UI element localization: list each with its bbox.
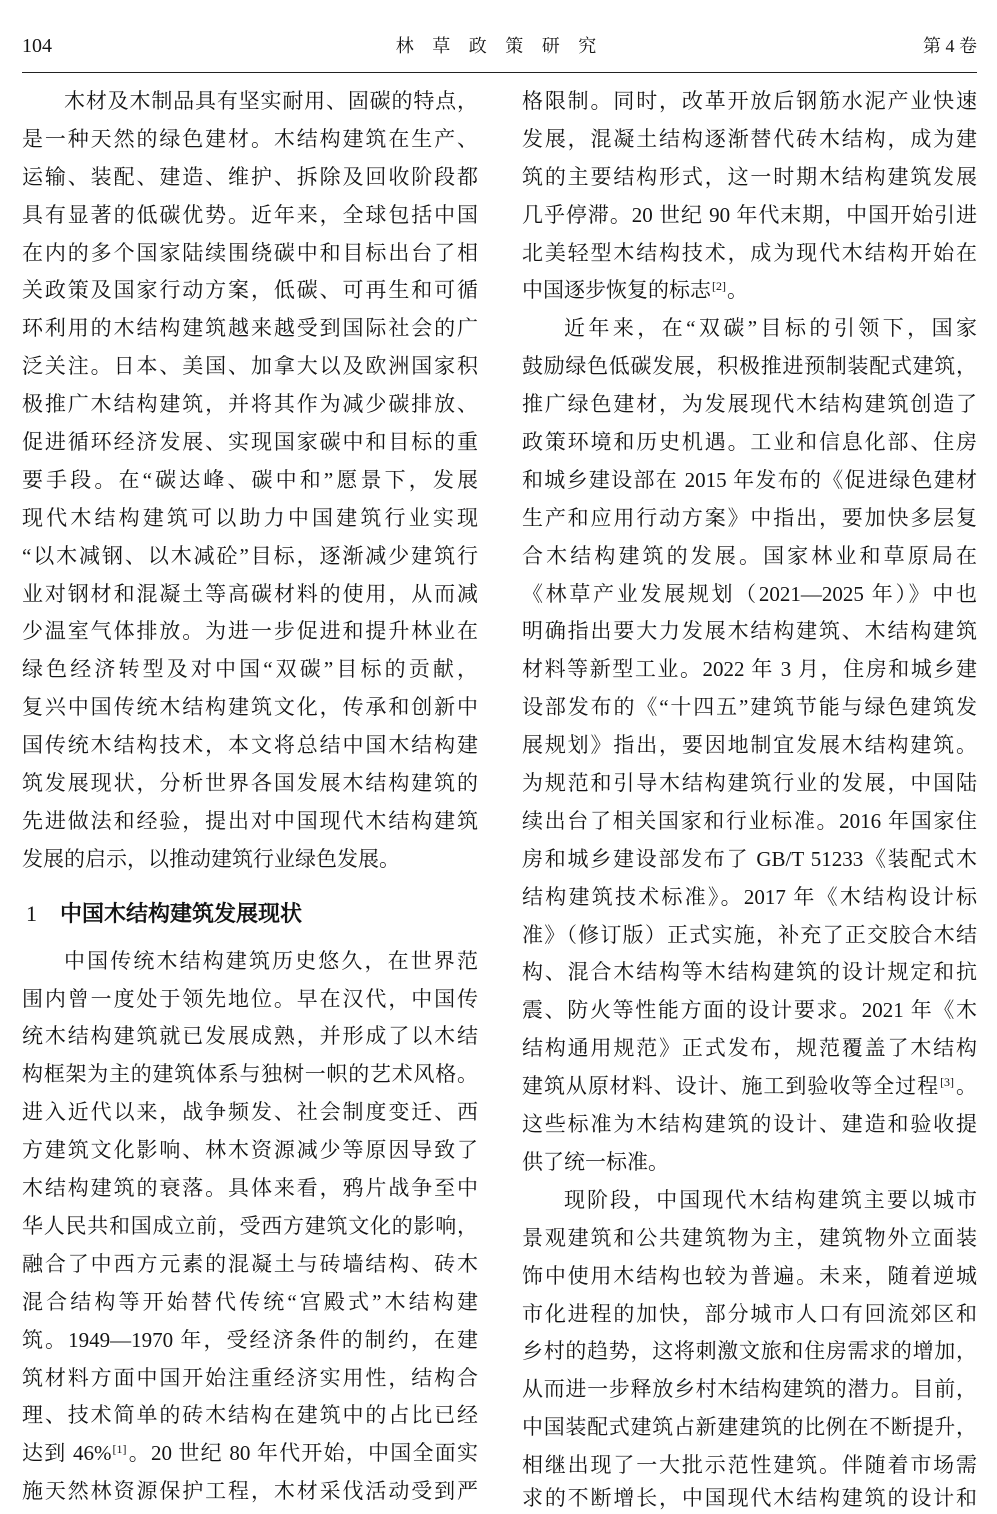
text-line: 格限制。同时，改革开放后钢筋水泥产业快速 bbox=[522, 89, 977, 113]
text-line: 从而进一步释放乡村木结构建筑的潜力。目前， bbox=[522, 1377, 977, 1402]
history-paragraph bbox=[22, 943, 478, 1511]
text-line: 围内曾一度处于领先地位。早在汉代，中国传 bbox=[22, 986, 478, 1011]
running-header bbox=[22, 30, 977, 62]
continued-paragraph bbox=[522, 83, 977, 310]
text-line: 和城乡建设部在 2015 年发布的《促进绿色建材 bbox=[522, 467, 977, 492]
text-line: 结构建筑技术标准》。2017 年《木结构设计标 bbox=[522, 884, 977, 909]
text-line: 中国装配式建筑占新建建筑的比例在不断提升， bbox=[522, 1415, 977, 1440]
text-line: 构框架为主的建筑体系与独树一帜的艺术风格。 bbox=[22, 1062, 478, 1087]
text-line: 展规划》指出，要因地制宜发展木结构建筑。 bbox=[522, 733, 977, 758]
text-line: 理、技术简单的砖木结构在建筑中的占比已经 bbox=[22, 1403, 478, 1428]
text-line: 政策环境和历史机遇。工业和信息化部、住房 bbox=[522, 430, 977, 455]
text-line: 鼓励绿色低碳发展，积极推进预制装配式建筑， bbox=[522, 354, 977, 379]
text-line: 施天然林资源保护工程，木材采伐活动受到严 bbox=[22, 1479, 478, 1504]
text-line: 国传统木结构技术，本文将总结中国木结构建 bbox=[22, 733, 478, 758]
text-line: 相继出现了一大批示范性建筑。伴随着市场需 bbox=[522, 1453, 977, 1478]
text-line: 乡村的趋势，这将刺激文旅和住房需求的增加， bbox=[522, 1339, 977, 1364]
text-line: 发展的启示，以推动建筑行业绿色发展。 bbox=[22, 846, 400, 871]
text-line: 筑发展现状，分析世界各国发展木结构建筑的 bbox=[22, 771, 478, 796]
text-line: 具有显著的低碳优势。近年来，全球包括中国 bbox=[22, 202, 478, 227]
text-line: 关政策及国家行动方案，低碳、可再生和可循 bbox=[22, 278, 478, 303]
text-line: 明确指出要大力发展木结构建筑、木结构建筑 bbox=[522, 619, 977, 644]
text-line: 进入近代以来，战争频发、社会制度变迁、西 bbox=[22, 1100, 478, 1125]
page-number: 104 bbox=[22, 35, 52, 57]
citation-ref[interactable]: [1] bbox=[112, 1442, 127, 1457]
text-line: 是一种天然的绿色建材。木结构建筑在生产、 bbox=[22, 126, 478, 151]
text-line: “以木减钢、以木减砼”目标，逐渐减少建筑行 bbox=[22, 543, 478, 568]
text-line: 中国传统木结构建筑历史悠久，在世界范 bbox=[64, 948, 478, 973]
text-line: 这些标准为木结构建筑的设计、建造和验收提 bbox=[522, 1112, 977, 1137]
text-segment: 。 bbox=[955, 1074, 977, 1099]
section-heading bbox=[22, 879, 478, 943]
text-line: 运输、装配、建造、维护、拆除及回收阶段都 bbox=[22, 164, 478, 189]
text-line: 混合结构等开始替代传统“宫殿式”木结构建 bbox=[22, 1289, 478, 1314]
text-line: 促进循环经济发展、实现国家碳中和目标的重 bbox=[22, 430, 478, 455]
header-rule bbox=[22, 72, 977, 73]
right-column bbox=[522, 83, 977, 1511]
text-line: 房和城乡建设部发布了 GB/T 51233《装配式木 bbox=[522, 846, 977, 871]
text-line: 复兴中国传统木结构建筑文化，传承和创新中 bbox=[22, 695, 478, 720]
text-line: 《林草产业发展规划（2021—2025 年）》中也 bbox=[522, 581, 977, 606]
text-line: 融合了中西方元素的混凝土与砖墙结构、砖木 bbox=[22, 1251, 478, 1276]
text-line: 生产和应用行动方案》中指出，要加快多层复 bbox=[522, 505, 977, 530]
text-line: 市化进程的加快，部分城市人口有回流郊区和 bbox=[522, 1301, 977, 1326]
text-line bbox=[22, 1435, 478, 1473]
text-line: 为规范和引导木结构建筑行业的发展，中国陆 bbox=[522, 771, 977, 796]
text-line: 方建筑文化影响、林木资源减少等原因导致了 bbox=[22, 1138, 478, 1163]
text-line: 现代木结构建筑可以助力中国建筑行业实现 bbox=[22, 505, 478, 530]
text-line: 饰中使用木结构也较为普遍。未来，随着逆城 bbox=[522, 1263, 977, 1288]
text-line: 先进做法和经验，提出对中国现代木结构建筑 bbox=[22, 808, 478, 833]
text-segment: 。20 世纪 80 年代开始，中国全面实 bbox=[127, 1441, 478, 1466]
text-line: 环利用的木结构建筑越来越受到国际社会的广 bbox=[22, 316, 478, 341]
text-line: 木材及木制品具有坚实耐用、固碳的特点， bbox=[64, 89, 478, 113]
text-line: 要手段。在“碳达峰、碳中和”愿景下，发展 bbox=[22, 467, 478, 492]
text-line: 求的不断增长，中国现代木结构建筑的设计和 bbox=[522, 1485, 977, 1510]
text-line: 泛关注。日本、美国、加拿大以及欧洲国家积 bbox=[22, 354, 478, 379]
citation-ref[interactable]: [3] bbox=[940, 1075, 955, 1090]
text-segment: 中国逐步恢复的标志 bbox=[522, 278, 711, 303]
text-line: 震、防火等性能方面的设计要求。2021 年《木 bbox=[522, 998, 977, 1023]
text-line: 在内的多个国家陆续围绕碳中和目标出台了相 bbox=[22, 240, 478, 265]
text-line: 木结构建筑的衰落。具体来看，鸦片战争至中 bbox=[22, 1176, 478, 1201]
left-column bbox=[22, 83, 478, 1511]
text-line: 续出台了相关国家和行业标准。2016 年国家住 bbox=[522, 808, 977, 833]
text-line: 结构通用规范》正式发布，规范覆盖了木结构 bbox=[522, 1036, 977, 1061]
text-line: 筑的主要结构形式，这一时期木结构建筑发展 bbox=[522, 164, 977, 189]
text-line: 合木结构建筑的发展。国家林业和草原局在 bbox=[522, 543, 977, 568]
section-title: 中国木结构建筑发展现状 bbox=[60, 901, 303, 927]
text-segment: 。 bbox=[727, 278, 748, 303]
section-number: 1 bbox=[26, 900, 37, 926]
text-line: 筑。1949—1970 年，受经济条件的制约，在建 bbox=[22, 1327, 478, 1352]
text-line: 供了统一标准。 bbox=[522, 1149, 669, 1174]
text-line: 极推广木结构建筑，并将其作为减少碳排放、 bbox=[22, 392, 478, 417]
text-line: 准》（修订版）正式实施，补充了正交胶合木结 bbox=[522, 922, 977, 947]
text-line: 构、混合木结构等木结构建筑的设计规定和抗 bbox=[522, 960, 977, 985]
citation-ref[interactable]: [2] bbox=[712, 279, 726, 294]
text-segment: 达到 46% bbox=[22, 1441, 112, 1466]
text-line: 设部发布的《“十四五”建筑节能与绿色建筑发 bbox=[522, 695, 977, 720]
text-line: 材料等新型工业。2022 年 3 月，住房和城乡建 bbox=[522, 657, 977, 682]
text-line: 少温室气体排放。为进一步促进和提升林业在 bbox=[22, 619, 478, 644]
volume-label: 第 4 卷 bbox=[923, 36, 977, 56]
text-line: 筑材料方面中国开始注重经济实用性，结构合 bbox=[22, 1365, 478, 1390]
text-line: 业对钢材和混凝土等高碳材料的使用，从而减 bbox=[22, 581, 478, 606]
text-line: 现阶段，中国现代木结构建筑主要以城市 bbox=[564, 1187, 977, 1212]
policy-paragraph bbox=[522, 310, 977, 1181]
text-line: 华人民共和国成立前，受西方建筑文化的影响， bbox=[22, 1213, 478, 1238]
text-line bbox=[522, 272, 977, 310]
text-line: 绿色经济转型及对中国“双碳”目标的贡献， bbox=[22, 657, 478, 682]
text-line bbox=[522, 1068, 977, 1106]
text-line: 统木结构建筑就已发展成熟，并形成了以木结 bbox=[22, 1024, 478, 1049]
text-line: 几乎停滞。20 世纪 90 年代末期，中国开始引进 bbox=[522, 202, 977, 227]
text-segment: 建筑从原材料、设计、施工到验收等全过程 bbox=[522, 1074, 940, 1099]
text-line: 推广绿色建材，为发展现代木结构建筑创造了 bbox=[522, 392, 977, 417]
text-line: 景观建筑和公共建筑物为主，建筑物外立面装 bbox=[522, 1225, 977, 1250]
current-status-paragraph bbox=[522, 1182, 977, 1511]
text-line: 近年来，在“双碳”目标的引领下，国家 bbox=[564, 316, 977, 341]
text-line: 发展，混凝土结构逐渐替代砖木结构，成为建 bbox=[522, 126, 977, 151]
text-line: 北美轻型木结构技术，成为现代木结构开始在 bbox=[522, 240, 977, 265]
intro-paragraph bbox=[22, 83, 478, 879]
journal-title: 林 草 政 策 研 究 bbox=[395, 36, 604, 56]
